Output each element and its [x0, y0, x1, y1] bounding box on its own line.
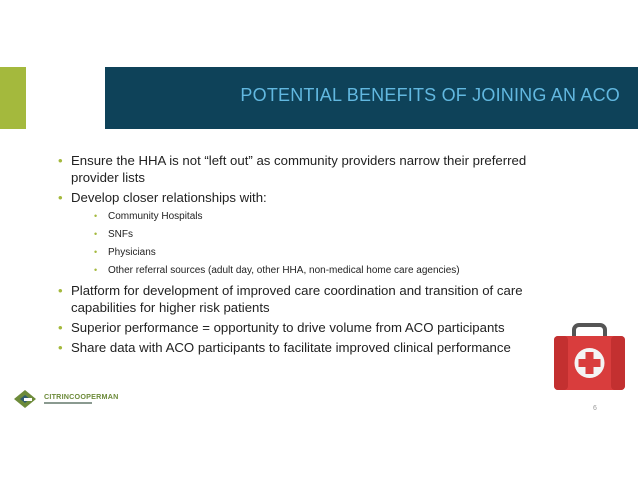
bullet-text: Ensure the HHA is not “left out” as community providers narrow their preferred provider lists [71, 153, 527, 185]
list-item [58, 152, 558, 186]
sub-list-item [94, 228, 558, 241]
sub-item-text: Physicians [108, 247, 156, 258]
sub-list [58, 210, 558, 277]
bullet-marker: • [94, 211, 98, 221]
bullet-list [58, 152, 558, 359]
bullet-marker: • [58, 153, 63, 168]
bullet-marker: • [58, 340, 63, 355]
bullet-marker: • [58, 283, 63, 298]
sub-list-item [94, 210, 558, 223]
bullet-marker: • [58, 190, 63, 205]
bullet-marker: • [58, 320, 63, 335]
bullet-text: Share data with ACO participants to facilitate improved clinical performance [71, 340, 511, 355]
sub-item-text: SNFs [108, 229, 133, 240]
slide-title: POTENTIAL BENEFITS OF JOINING AN ACO [240, 85, 620, 105]
bullet-marker: • [94, 229, 98, 239]
title-bar [105, 67, 638, 129]
sub-item-text: Community Hospitals [108, 211, 203, 222]
sub-item-text: Other referral sources (adult day, other HHA, non-medical home care agencies) [108, 265, 460, 276]
bullet-text: Develop closer relationships with: [71, 190, 267, 205]
list-item [58, 282, 558, 316]
sub-list-item [94, 264, 558, 277]
logo-wordmark: CITRINCOOPERMAN [44, 392, 119, 401]
first-aid-kit-icon [553, 323, 626, 391]
list-item [58, 189, 558, 206]
citrincooperman-logo-icon [12, 388, 38, 410]
accent-bar [0, 67, 26, 129]
logo-underline [44, 402, 92, 404]
page-number: 6 [593, 405, 597, 412]
bullet-marker: • [94, 247, 98, 257]
bullet-text: Platform for development of improved care coordination and transition of care capabilities for higher risk patients [71, 283, 523, 315]
list-item [58, 339, 558, 356]
bullet-text: Superior performance = opportunity to drive volume from ACO participants [71, 320, 505, 335]
bullet-marker: • [94, 265, 98, 275]
list-item [58, 319, 558, 336]
citrincooperman-logo [12, 388, 132, 412]
sub-list-item [94, 246, 558, 259]
